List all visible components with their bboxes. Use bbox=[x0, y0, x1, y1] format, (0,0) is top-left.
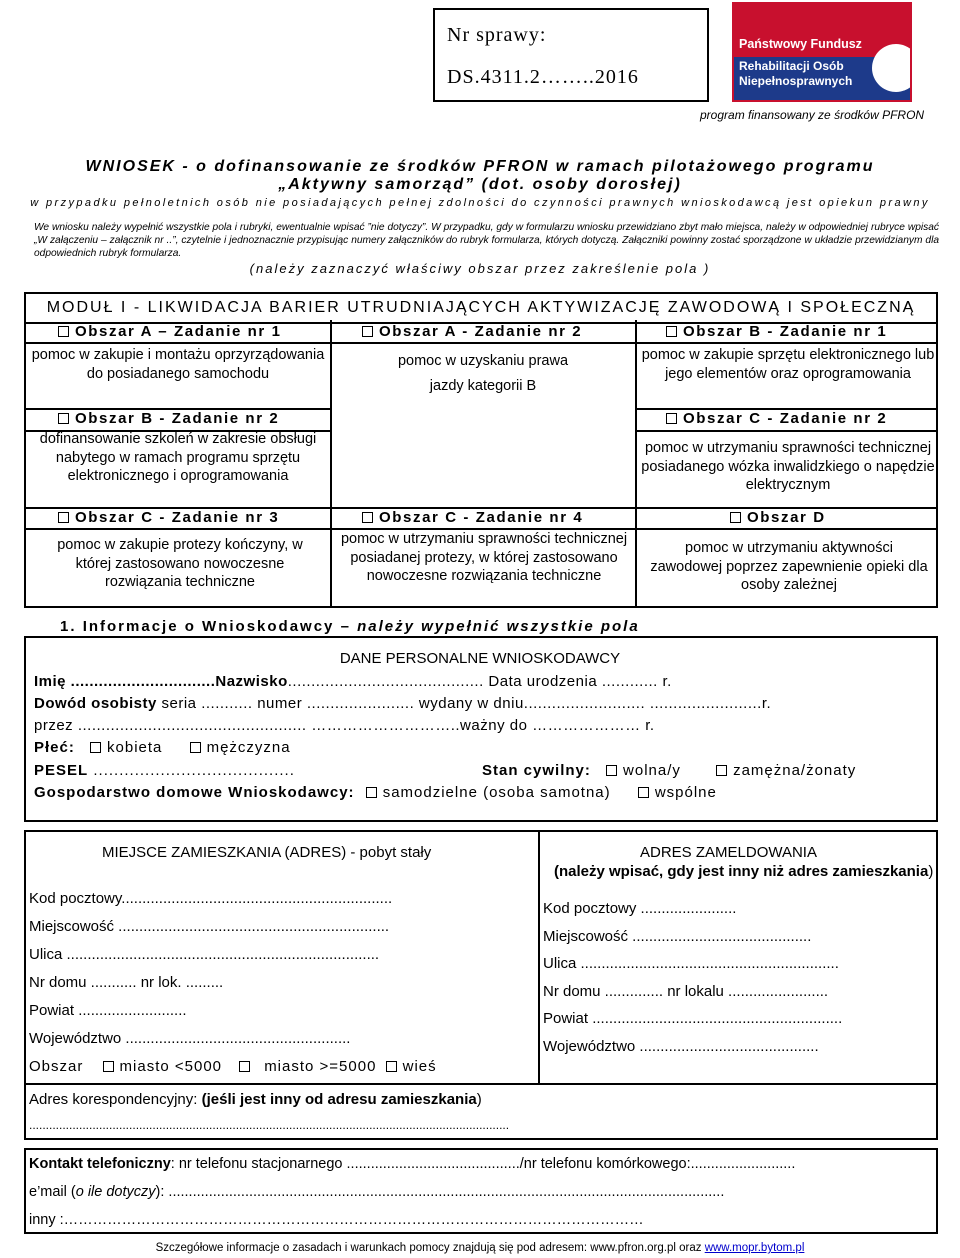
area-city-small-option[interactable]: miasto <5000 bbox=[119, 1058, 223, 1075]
section-1-heading bbox=[60, 618, 640, 635]
personal-data-header: DANE PERSONALNE WNIOSKODAWCY bbox=[339, 650, 621, 667]
residence-header-title: MIEJSCE ZAMIESZKANIA (ADRES) bbox=[102, 844, 347, 861]
issued-by-row[interactable]: przez ................................................. ………………………..ważny do ………………… r. bbox=[34, 717, 655, 734]
divider bbox=[330, 320, 332, 608]
logo-line-3: Niepełnosprawnych bbox=[739, 74, 853, 88]
area-c-task-4-option[interactable] bbox=[362, 509, 583, 526]
pfron-logo bbox=[732, 2, 912, 102]
first-name-field[interactable]: Imię ............................... bbox=[34, 673, 216, 690]
pesel-label: PESEL bbox=[34, 762, 89, 779]
email-field[interactable]: ): .......................................................................................................................................... bbox=[155, 1184, 725, 1200]
area-a-task-2-label: Obszar A - Zadanie nr 2 bbox=[379, 323, 583, 340]
footer-note bbox=[0, 1242, 960, 1254]
area-b-task-2-label: Obszar B - Zadanie nr 2 bbox=[75, 410, 280, 427]
area-label: Obszar bbox=[29, 1058, 84, 1075]
area-b-task-2-text: dofinansowanie szkoleń w zakresie obsługi nabytego w ramach programu sprzętu elektronicznego i oprogramowania bbox=[39, 431, 317, 484]
select-note: (należy zaznaczyć właściwy obszar przez zakreślenie pola ) bbox=[249, 261, 711, 276]
id-card-row[interactable] bbox=[34, 695, 771, 712]
case-number: DS.4311.2……..2016 bbox=[447, 66, 639, 88]
logo-line-2: Rehabilitacji Osób bbox=[739, 59, 844, 73]
residence-header bbox=[102, 844, 431, 861]
checkbox-icon[interactable] bbox=[58, 413, 69, 424]
checkbox-icon[interactable] bbox=[58, 512, 69, 523]
marital-status-label: Stan cywilny: bbox=[482, 762, 591, 779]
household-row[interactable] bbox=[34, 784, 717, 801]
checkbox-icon[interactable] bbox=[362, 512, 373, 523]
checkbox-icon[interactable] bbox=[239, 1061, 250, 1072]
household-single-option[interactable]: samodzielne (osoba samotna) bbox=[382, 784, 611, 801]
area-b-task-1-option[interactable] bbox=[666, 323, 887, 340]
email-note: o ile dotyczy bbox=[75, 1184, 156, 1200]
last-name-label: Nazwisko bbox=[215, 673, 288, 690]
logo-line-2-3 bbox=[739, 59, 852, 89]
checkbox-icon[interactable] bbox=[90, 742, 101, 753]
email-label: e’mail ( bbox=[29, 1184, 76, 1200]
registration-street-field[interactable]: Ulica .............................................................. bbox=[543, 955, 839, 972]
area-d-text: pomoc w utrzymaniu aktywności zawodowej poprzez zapewnienie opieki dla osoby zależnej bbox=[650, 540, 928, 593]
residence-county-field[interactable]: Powiat .......................... bbox=[29, 1002, 187, 1019]
checkbox-icon[interactable] bbox=[666, 326, 677, 337]
correspondence-label: Adres korespondencyjny: bbox=[29, 1091, 202, 1108]
area-a-task-1-text: pomoc w zakupie i montażu oprzyrządowania do posiadanego samochodu bbox=[31, 347, 325, 382]
area-a-task-1-label: Obszar A – Zadanie nr 1 bbox=[75, 323, 282, 340]
name-row[interactable] bbox=[34, 673, 672, 690]
marital-married-option[interactable]: zamężna/żonaty bbox=[733, 762, 857, 779]
correspondence-note: (jeśli jest inny od adresu zamieszkania bbox=[201, 1091, 477, 1108]
household-shared-option[interactable]: wspólne bbox=[654, 784, 717, 801]
area-c-task-2-option[interactable] bbox=[666, 410, 887, 427]
other-contact-field[interactable]: inny :………………………………………………………………………………………………………… bbox=[29, 1212, 644, 1228]
correspondence-close: ) bbox=[476, 1091, 482, 1108]
registration-subheader-close: ) bbox=[928, 863, 934, 880]
checkbox-icon[interactable] bbox=[716, 765, 727, 776]
divider bbox=[635, 320, 637, 608]
id-card-fields[interactable]: seria ........... numer ....................... wydany w dniu.......................... ........................r. bbox=[156, 695, 772, 712]
last-name-birthdate-field[interactable]: .......................................... Data urodzenia ............ r. bbox=[287, 673, 672, 690]
marital-single-option[interactable]: wolna/y bbox=[623, 762, 681, 779]
residence-area-row[interactable] bbox=[29, 1058, 437, 1075]
area-a-task-1-option[interactable] bbox=[58, 323, 282, 340]
checkbox-icon[interactable] bbox=[362, 326, 373, 337]
footer-text: Szczegółowe informacje o zasadach i warunkach pomocy znajdują się pod adresem: www.pfron.org.pl oraz bbox=[155, 1242, 705, 1254]
residence-postal-field[interactable]: Kod pocztowy................................................................. bbox=[29, 890, 393, 907]
form-title: WNIOSEK - o dofinansowanie ze środków PFRON w ramach pilotażowego programu bbox=[85, 158, 875, 175]
sex-female-option[interactable]: kobieta bbox=[107, 739, 163, 756]
case-number-box bbox=[433, 8, 709, 102]
program-note: program finansowany ze środków PFRON bbox=[700, 108, 925, 122]
form-subtitle: w przypadku pełnoletnich osób nie posiadających pełnej zdolności do czynności prawnych wnioskodawcą jest opiekun prawny bbox=[30, 197, 930, 209]
residence-house-field[interactable]: Nr domu ........... nr lok. ......... bbox=[29, 974, 224, 991]
registration-subheader bbox=[554, 863, 933, 880]
divider bbox=[635, 430, 938, 432]
pesel-row[interactable] bbox=[34, 762, 295, 779]
area-d-option[interactable] bbox=[730, 509, 826, 526]
area-c-task-3-text: pomoc w zakupie protezy kończyny, w której zastosowano nowoczesne rozwiązania techniczne bbox=[57, 537, 303, 590]
section-title: Informacje o Wnioskodawcy – bbox=[82, 618, 351, 635]
checkbox-icon[interactable] bbox=[58, 326, 69, 337]
registration-voivodeship-field[interactable]: Województwo ........................................... bbox=[543, 1038, 819, 1055]
case-label: Nr sprawy: bbox=[447, 24, 547, 46]
section-note: należy wypełnić wszystkie pola bbox=[357, 618, 640, 635]
checkbox-icon[interactable] bbox=[730, 512, 741, 523]
residence-header-note: - pobyt stały bbox=[346, 844, 432, 861]
household-label: Gospodarstwo domowe Wnioskodawcy: bbox=[34, 784, 355, 801]
checkbox-icon[interactable] bbox=[638, 787, 649, 798]
checkbox-icon[interactable] bbox=[366, 787, 377, 798]
phone-row[interactable] bbox=[29, 1156, 795, 1172]
module-title: MODUŁ I - LIKWIDACJA BARIER UTRUDNIAJĄCYCH AKTYWIZACJĘ ZAWODOWĄ I SPOŁECZNĄ bbox=[26, 294, 936, 324]
registration-subheader-text: (należy wpisać, gdy jest inny niż adres zamieszkania bbox=[554, 863, 929, 880]
correspondence-field[interactable]: ................................................................................................................................................ bbox=[29, 1118, 510, 1132]
area-c-task-4-text: pomoc w utrzymaniu sprawności technicznej posiadanej protezy, w której zastosowano nowoczesne rozwiązania techniczne bbox=[340, 531, 628, 584]
divider bbox=[24, 342, 938, 344]
registration-postal-field[interactable]: Kod pocztowy ....................... bbox=[543, 900, 737, 917]
registration-house-field[interactable]: Nr domu .............. nr lokalu ........................ bbox=[543, 983, 829, 1000]
sex-label: Płeć: bbox=[34, 739, 75, 756]
registration-header: ADRES ZAMELDOWANIA bbox=[640, 844, 817, 861]
area-d-label: Obszar D bbox=[747, 509, 826, 526]
correspondence-label-row bbox=[29, 1091, 482, 1108]
checkbox-icon[interactable] bbox=[666, 413, 677, 424]
area-b-task-2-option[interactable] bbox=[58, 410, 279, 427]
area-c-task-2-label: Obszar C - Zadanie nr 2 bbox=[683, 410, 888, 427]
marital-status-row[interactable] bbox=[482, 762, 856, 779]
sex-row[interactable] bbox=[34, 739, 291, 756]
form-title-program: „Aktywny samorząd” (dot. osoby dorosłej) bbox=[278, 176, 682, 193]
area-c-task-2-text: pomoc w utrzymaniu sprawności technicznej posiadanego wózka inwalidzkiego o napędzie elektrycznym bbox=[641, 440, 935, 493]
area-a-task-2-option[interactable] bbox=[362, 323, 582, 340]
email-row[interactable] bbox=[29, 1184, 724, 1200]
residence-street-field[interactable]: Ulica ........................................................................... bbox=[29, 946, 380, 963]
section-number: 1. bbox=[60, 618, 77, 635]
area-b-task-1-label: Obszar B - Zadanie nr 1 bbox=[683, 323, 888, 340]
checkbox-icon[interactable] bbox=[190, 742, 201, 753]
area-c-task-3-option[interactable] bbox=[58, 509, 279, 526]
instructions: We wniosku należy wypełnić wszystkie pola i rubryki, ewentualnie wpisać ”nie dotyczy”. W przypadku, gdy w formularzu wniosku przewidziano zbyt mało miejsca, należy w odpowiedniej rubryce wpisać „W załączeniu – załącznik nr ..”, czytelnie i jednoznacznie przypisując numery załączników do rubryk formularza, których dotyczą. Załączniki powinny zostać sporządzone w układzie przewidzianym dla odpowiednich rubryk formularza. bbox=[34, 222, 939, 259]
contact-label: Kontakt telefoniczny bbox=[29, 1156, 171, 1172]
pesel-field[interactable]: ....................................... bbox=[88, 762, 295, 779]
area-a-task-2-text-2: jazdy kategorii B bbox=[429, 378, 537, 394]
area-c-task-3-label: Obszar C - Zadanie nr 3 bbox=[75, 509, 280, 526]
area-c-task-4-label: Obszar C - Zadanie nr 4 bbox=[379, 509, 584, 526]
area-a-task-2-text-1: pomoc w uzyskaniu prawa bbox=[397, 353, 569, 369]
area-b-task-1-text: pomoc w zakupie sprzętu elektronicznego lub jego elementów oraz oprogramowania bbox=[641, 347, 935, 382]
checkbox-icon[interactable] bbox=[386, 1061, 397, 1072]
residence-voivodeship-field[interactable]: Województwo ...................................................... bbox=[29, 1030, 351, 1047]
logo-circle bbox=[872, 44, 912, 92]
area-city-large-option[interactable]: miasto >=5000 bbox=[264, 1058, 377, 1075]
phone-fields[interactable]: : nr telefonu stacjonarnego .........................................../nr telefonu komórkowego:.......................... bbox=[170, 1156, 796, 1172]
registration-city-field[interactable]: Miejscowość ........................................... bbox=[543, 928, 812, 945]
id-card-label: Dowód osobisty bbox=[34, 695, 157, 712]
residence-city-field[interactable]: Miejscowość ................................................................. bbox=[29, 918, 390, 935]
checkbox-icon[interactable] bbox=[103, 1061, 114, 1072]
sex-male-option[interactable]: mężczyzna bbox=[206, 739, 291, 756]
registration-county-field[interactable]: Powiat ............................................................ bbox=[543, 1010, 843, 1027]
divider bbox=[538, 832, 540, 1083]
checkbox-icon[interactable] bbox=[606, 765, 617, 776]
mopr-link[interactable]: www.mopr.bytom.pl bbox=[704, 1242, 805, 1254]
logo-line-1: Państwowy Fundusz bbox=[739, 37, 862, 51]
area-village-option[interactable]: wieś bbox=[402, 1058, 437, 1075]
